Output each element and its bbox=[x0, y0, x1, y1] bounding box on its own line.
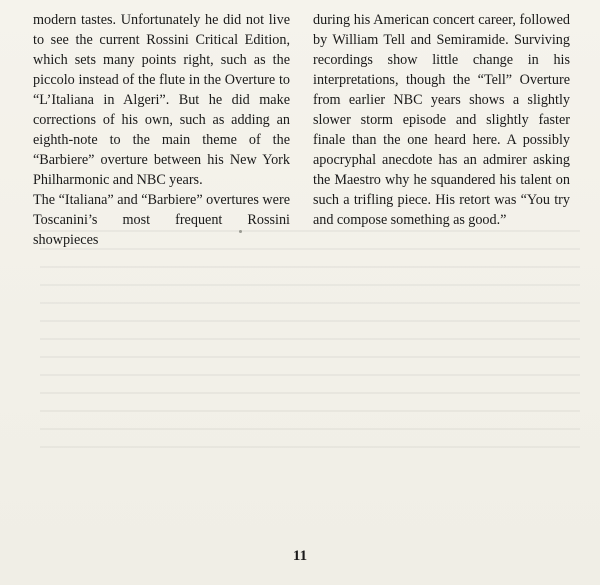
right-paragraph-1: during his American concert career, followed by William Tell and Semiramide. Surviving recordings show little change in his interpretations, though the “Tell” Overture from earlier NBC years shows a slightly slower storm episode and slightly faster finale than the one heard here. A possibly apocryphal anecdote has an admirer asking the Maestro why he squandered his talent on such a trifling piece. His retort was “You try and compose something as good.” bbox=[313, 12, 570, 228]
page-number: 11 bbox=[292, 548, 308, 564]
left-paragraph-1: modern tastes. Unfortunately he did not live to see the current Rossini Critical Edition, which sets many points right, such as the piccolo instead of the flute in the Overture to “L’Italiana in Algeri”. But he did make corrections of his own, such as adding an eighth-note to the main theme of the “Barbiere” overture between his New York Philharmonic and NBC years. bbox=[33, 12, 290, 188]
speck-mark bbox=[239, 230, 242, 233]
text-columns bbox=[33, 10, 570, 248]
left-paragraph-2: The “Italiana” and “Barbiere” overtures were Toscanini’s most frequent Rossini showpieces bbox=[33, 192, 290, 248]
right-column bbox=[313, 10, 570, 230]
left-column bbox=[33, 10, 290, 250]
show-through-texture bbox=[40, 230, 580, 460]
